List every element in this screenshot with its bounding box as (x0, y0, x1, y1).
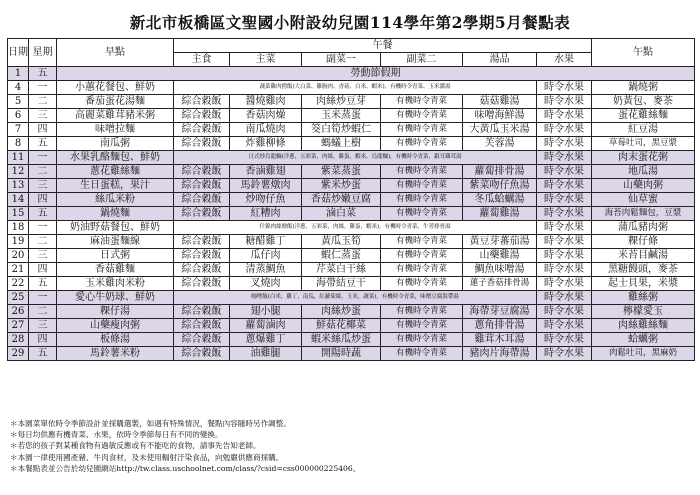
cell-soup: 雞茸木耳湯 (463, 333, 537, 347)
cell-lunch-combined: 什錦肉絲燴飯(洋蔥，五彩菜，肉絲，雞蛋，蝦米)，有機時令青菜，牛蒡排骨湯 (174, 221, 537, 235)
cell-main: 醬燒雞肉 (230, 95, 302, 109)
cell-soup: 蔥角排骨湯 (463, 319, 537, 333)
cell-side2: 有機時令青菜 (381, 109, 463, 123)
cell-afternoon: 黑糖饅頭，麥茶 (592, 263, 695, 277)
cell-afternoon: 鍋燒粥 (592, 81, 695, 95)
cell-staple: 綜合穀飯 (174, 319, 230, 333)
cell-fruit: 時令水果 (537, 123, 592, 137)
cell-afternoon: 仙草蜜 (592, 193, 695, 207)
cell-main: 紅糟肉 (230, 207, 302, 221)
cell-fruit: 時令水果 (537, 95, 592, 109)
cell-side1: 海帶結豆干 (302, 277, 381, 291)
menu-row (8, 95, 695, 109)
cell-weekday: 五 (29, 347, 57, 361)
cell-side1: 芹菜白干絲 (302, 263, 381, 277)
cell-date: 14 (8, 193, 29, 207)
header-side2: 副菜二 (381, 53, 463, 67)
cell-weekday: 二 (29, 95, 57, 109)
menu-row (8, 333, 695, 347)
cell-breakfast: 高麗菜雞茸豬米粥 (57, 109, 174, 123)
menu-row (8, 221, 695, 235)
cell-fruit: 時令水果 (537, 291, 592, 305)
page-title: 新北市板橋區文聖國小附設幼兒園114學年第2學期5月餐點表 (129, 13, 571, 32)
cell-breakfast: 玉米雞肉米粉 (57, 277, 174, 291)
header-side1: 副菜一 (302, 53, 381, 67)
cell-soup: 菇菇雞湯 (463, 95, 537, 109)
cell-fruit: 時令水果 (537, 193, 592, 207)
menu-row (8, 165, 695, 179)
cell-weekday: 二 (29, 165, 57, 179)
cell-fruit: 時令水果 (537, 277, 592, 291)
cell-main: 南瓜燒肉 (230, 123, 302, 137)
header-main: 主菜 (230, 53, 302, 67)
cell-date: 20 (8, 249, 29, 263)
cell-date: 21 (8, 263, 29, 277)
cell-side1: 肉絲炒蛋 (302, 305, 381, 319)
cell-side2: 有機時令青菜 (381, 333, 463, 347)
cell-side1: 黃瓜玉筍 (302, 235, 381, 249)
cell-staple: 綜合穀飯 (174, 263, 230, 277)
cell-afternoon: 地瓜湯 (592, 165, 695, 179)
cell-breakfast: 麻油蛋麵線 (57, 235, 174, 249)
cell-fruit: 時令水果 (537, 165, 592, 179)
cell-date: 11 (8, 151, 29, 165)
cell-lunch-combined: 蔬菜雞肉撈飯(大白菜、雞胸肉、香菇、白米、蝦米)，有機時令青菜、玉米濃湯 (174, 81, 537, 95)
header-soup: 湯品 (463, 53, 537, 67)
cell-afternoon: 粿仔條 (592, 235, 695, 249)
menu-row (8, 151, 695, 165)
cell-main: 油雞腿 (230, 347, 302, 361)
cell-main: 叉燒肉 (230, 277, 302, 291)
cell-fruit: 時令水果 (537, 221, 592, 235)
cell-weekday: 三 (29, 109, 57, 123)
cell-staple: 綜合穀飯 (174, 249, 230, 263)
cell-breakfast: 鍋燒麵 (57, 207, 174, 221)
cell-fruit: 時令水果 (537, 249, 592, 263)
cell-staple: 綜合穀飯 (174, 235, 230, 249)
cell-weekday: 五 (29, 277, 57, 291)
cell-weekday: 二 (29, 305, 57, 319)
cell-staple: 綜合穀飯 (174, 109, 230, 123)
cell-main: 香菇肉燥 (230, 109, 302, 123)
menu-row (8, 263, 695, 277)
cell-afternoon: 山藥肉粥 (592, 179, 695, 193)
cell-main: 炒吻仔魚 (230, 193, 302, 207)
cell-breakfast: 日式粥 (57, 249, 174, 263)
menu-row (8, 123, 695, 137)
cell-soup: 芙蓉湯 (463, 137, 537, 151)
cell-date: 18 (8, 221, 29, 235)
cell-lunch-combined: 日式炒烏龍麵(洋蔥，五彩菜，肉絲，雞蛋，蝦米，烏龍麵)，有機時令青菜，銀耳雞茸湯 (174, 151, 537, 165)
holiday-label: 勞動節假期 (57, 67, 695, 81)
cell-breakfast: 小蕙花餐包、鮮奶 (57, 81, 174, 95)
header-fruit: 水果 (537, 53, 592, 67)
cell-breakfast: 蔥花雞絲麵 (57, 165, 174, 179)
cell-staple: 綜合穀飯 (174, 137, 230, 151)
cell-side1: 香菇炒嫩豆腐 (302, 193, 381, 207)
cell-date: 4 (8, 81, 29, 95)
cell-soup: 海帶芽豆腐湯 (463, 305, 537, 319)
cell-soup: 蘿蔔雞湯 (463, 207, 537, 221)
cell-fruit: 時令水果 (537, 305, 592, 319)
cell-main: 瓜仔肉 (230, 249, 302, 263)
cell-side1: 玉米蒸蛋 (302, 109, 381, 123)
cell-soup: 黃豆芽蕃茄湯 (463, 235, 537, 249)
cell-staple: 綜合穀飯 (174, 277, 230, 291)
cell-breakfast: 香菇雞麵 (57, 263, 174, 277)
cell-side1: 滷白菜 (302, 207, 381, 221)
cell-staple: 綜合穀飯 (174, 165, 230, 179)
cell-date: 29 (8, 347, 29, 361)
cell-weekday: 一 (29, 221, 57, 235)
cell-afternoon: 海苔肉鬆麵包，豆漿 (592, 207, 695, 221)
cell-afternoon: 奶黃包、麥茶 (592, 95, 695, 109)
cell-breakfast: 奶油野菇餐包、鮮奶 (57, 221, 174, 235)
cell-fruit: 時令水果 (537, 137, 592, 151)
cell-staple: 綜合穀飯 (174, 193, 230, 207)
cell-side2: 有機時令青菜 (381, 95, 463, 109)
cell-afternoon: 雞絲粥 (592, 291, 695, 305)
cell-staple: 綜合穀飯 (174, 333, 230, 347)
cell-side1: 筊白筍炒蝦仁 (302, 123, 381, 137)
cell-weekday: 五 (29, 67, 57, 81)
cell-staple: 綜合穀飯 (174, 179, 230, 193)
cell-breakfast: 味噌拉麵 (57, 123, 174, 137)
cell-date: 27 (8, 319, 29, 333)
cell-weekday: 四 (29, 333, 57, 347)
note-line: ＊每日均供應有機青菜、水果，依時令季節每日有不同的變換。 (10, 430, 223, 440)
cell-date: 5 (8, 95, 29, 109)
cell-side2: 有機時令青菜 (381, 277, 463, 291)
cell-soup: 冬瓜蛤蠣湯 (463, 193, 537, 207)
cell-fruit: 時令水果 (537, 151, 592, 165)
cell-fruit: 時令水果 (537, 347, 592, 361)
cell-staple: 綜合穀飯 (174, 347, 230, 361)
note-line: ＊若您的孩子對某種食物有過敏反應或有不能吃的食物，請事先告知老師。 (10, 441, 261, 451)
cell-afternoon: 米苔目鹹湯 (592, 249, 695, 263)
cell-side1: 肉絲炒豆芽 (302, 95, 381, 109)
cell-date: 28 (8, 333, 29, 347)
cell-side2: 有機時令青菜 (381, 319, 463, 333)
cell-side1: 鮮菇花椰菜 (302, 319, 381, 333)
cell-breakfast: 山藥瘦肉粥 (57, 319, 174, 333)
menu-row (8, 347, 695, 361)
cell-weekday: 四 (29, 263, 57, 277)
cell-afternoon: 肉末蛋花粥 (592, 151, 695, 165)
cell-breakfast: 粿仔湯 (57, 305, 174, 319)
cell-soup: 山藥雞湯 (463, 249, 537, 263)
cell-fruit: 時令水果 (537, 109, 592, 123)
cell-staple: 綜合穀飯 (174, 95, 230, 109)
menu-row (8, 193, 695, 207)
cell-side2: 有機時令青菜 (381, 347, 463, 361)
cell-side2: 有機時令青菜 (381, 249, 463, 263)
cell-side2: 有機時令青菜 (381, 137, 463, 151)
cell-main: 香滷雞翅 (230, 165, 302, 179)
cell-lunch-combined: 咖哩飯(白米，雞丁，南瓜，紅蘿蔔絲，玉米，蔬菜)，有機時令青菜，味噌豆腐海帶湯 (174, 291, 537, 305)
cell-weekday: 四 (29, 193, 57, 207)
cell-side2: 有機時令青菜 (381, 207, 463, 221)
cell-afternoon: 蛤蠣粥 (592, 333, 695, 347)
cell-breakfast: 番茄蛋花湯麵 (57, 95, 174, 109)
cell-weekday: 二 (29, 235, 57, 249)
cell-main: 清蒸鯛魚 (230, 263, 302, 277)
cell-side1: 紫米炒蛋 (302, 179, 381, 193)
cell-date: 13 (8, 179, 29, 193)
menu-row (8, 137, 695, 151)
cell-breakfast: 生日蛋糕，果汁 (57, 179, 174, 193)
cell-afternoon: 起士貝果，米漿 (592, 277, 695, 291)
cell-side2: 有機時令青菜 (381, 179, 463, 193)
cell-date: 22 (8, 277, 29, 291)
cell-main: 蔥爆雞丁 (230, 333, 302, 347)
cell-main: 炸雞柳條 (230, 137, 302, 151)
menu-row (8, 207, 695, 221)
cell-date: 25 (8, 291, 29, 305)
cell-soup: 蘿蔔排骨湯 (463, 165, 537, 179)
cell-fruit: 時令水果 (537, 207, 592, 221)
cell-date: 7 (8, 123, 29, 137)
cell-staple: 綜合穀飯 (174, 123, 230, 137)
holiday-row (8, 67, 695, 81)
cell-afternoon: 肉鬆吐司，黑麻奶 (592, 347, 695, 361)
cell-weekday: 一 (29, 81, 57, 95)
note-line: ＊本園一律使用國產豬、牛肉食材，及未使用輻射汙染食品，向勉嚴供應商採購。 (10, 452, 284, 462)
cell-side1: 蝦米絲瓜炒蛋 (302, 333, 381, 347)
menu-row (8, 235, 695, 249)
notes-section (10, 418, 690, 474)
cell-date: 26 (8, 305, 29, 319)
menu-row (8, 81, 695, 95)
cell-soup: 鯛魚味噌湯 (463, 263, 537, 277)
cell-fruit: 時令水果 (537, 263, 592, 277)
cell-weekday: 三 (29, 319, 57, 333)
cell-date: 1 (8, 67, 29, 81)
cell-soup: 大黃瓜玉米湯 (463, 123, 537, 137)
cell-date: 6 (8, 109, 29, 123)
menu-row (8, 319, 695, 333)
cell-main: 糖醋雞丁 (230, 235, 302, 249)
header-lunch: 午餐 (174, 39, 592, 53)
cell-breakfast: 馬鈴薯米粉 (57, 347, 174, 361)
note-line: ＊本餐點表並公告於幼兒園網站http://tw.class.uschoolnet.com/class/?csid=css000000225406。 (10, 463, 361, 473)
cell-soup: 蓮子香菇排骨湯 (463, 277, 537, 291)
cell-side1: 螞蟻上樹 (302, 137, 381, 151)
cell-side1: 開陽時蔬 (302, 347, 381, 361)
menu-row (8, 109, 695, 123)
header-afternoon: 午點 (592, 39, 695, 67)
header-weekday: 星期 (29, 39, 57, 67)
cell-breakfast: 板條湯 (57, 333, 174, 347)
menu-table (7, 38, 695, 361)
cell-afternoon: 蒲瓜豬肉粥 (592, 221, 695, 235)
cell-afternoon: 草莓吐司，黑豆漿 (592, 137, 695, 151)
cell-staple: 綜合穀飯 (174, 305, 230, 319)
cell-date: 19 (8, 235, 29, 249)
menu-row (8, 249, 695, 263)
cell-breakfast: 愛心牛奶球、鮮奶 (57, 291, 174, 305)
cell-fruit: 時令水果 (537, 179, 592, 193)
cell-weekday: 三 (29, 249, 57, 263)
cell-breakfast: 水果乳酪麵包、鮮奶 (57, 151, 174, 165)
menu-row (8, 305, 695, 319)
note-line: ＊本園菜單依時令季節設計並採購選製，如遇有特殊情況，餐點內容隨時另作調整。 (10, 419, 291, 428)
cell-main: 翅小腿 (230, 305, 302, 319)
cell-weekday: 五 (29, 207, 57, 221)
menu-row (8, 179, 695, 193)
cell-fruit: 時令水果 (537, 333, 592, 347)
cell-main: 蘿蔔滷肉 (230, 319, 302, 333)
cell-fruit: 時令水果 (537, 235, 592, 249)
cell-breakfast: 南瓜粥 (57, 137, 174, 151)
cell-soup: 紫菜吻仔魚湯 (463, 179, 537, 193)
cell-date: 8 (8, 137, 29, 151)
cell-side2: 有機時令青菜 (381, 305, 463, 319)
header-breakfast: 早點 (57, 39, 174, 67)
cell-date: 15 (8, 207, 29, 221)
cell-staple: 綜合穀飯 (174, 207, 230, 221)
header-date: 日期 (8, 39, 29, 67)
table-header (8, 39, 695, 67)
cell-afternoon: 肉絲雞絲麵 (592, 319, 695, 333)
cell-side2: 有機時令青菜 (381, 165, 463, 179)
cell-side2: 有機時令青菜 (381, 193, 463, 207)
cell-weekday: 一 (29, 151, 57, 165)
cell-afternoon: 蛋花雞絲麵 (592, 109, 695, 123)
cell-main: 馬鈴薯燉肉 (230, 179, 302, 193)
cell-afternoon: 檸檬愛玉 (592, 305, 695, 319)
header-staple: 主食 (174, 53, 230, 67)
cell-breakfast: 絲瓜米粉 (57, 193, 174, 207)
cell-side2: 有機時令青菜 (381, 263, 463, 277)
table-body (8, 67, 695, 361)
cell-afternoon: 紅豆湯 (592, 123, 695, 137)
cell-date: 12 (8, 165, 29, 179)
menu-row (8, 277, 695, 291)
cell-side1: 紫菜蒸蛋 (302, 165, 381, 179)
cell-soup: 味噌海鮮湯 (463, 109, 537, 123)
cell-weekday: 三 (29, 179, 57, 193)
cell-weekday: 四 (29, 123, 57, 137)
cell-fruit: 時令水果 (537, 81, 592, 95)
cell-side1: 蝦仁蒸蛋 (302, 249, 381, 263)
cell-side2: 有機時令青菜 (381, 123, 463, 137)
cell-soup: 豬肉片海帶湯 (463, 347, 537, 361)
menu-row (8, 291, 695, 305)
cell-fruit: 時令水果 (537, 319, 592, 333)
cell-weekday: 一 (29, 291, 57, 305)
cell-side2: 有機時令青菜 (381, 235, 463, 249)
cell-weekday: 五 (29, 137, 57, 151)
